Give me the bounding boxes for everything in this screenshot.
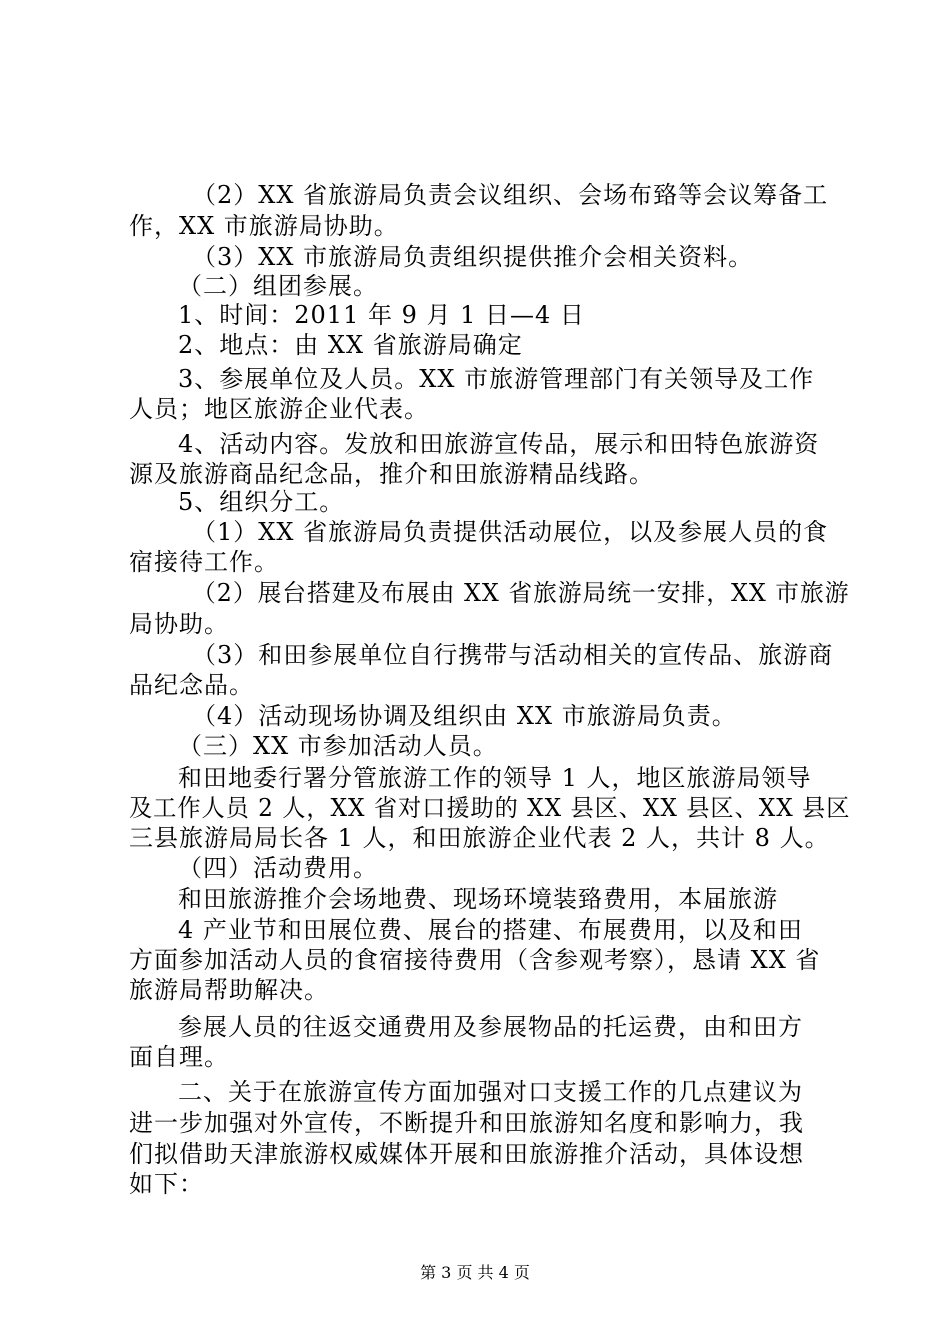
body-line: 5、组织分工。 [178,488,345,516]
body-line: 品纪念品。 [129,671,254,699]
body-line: 方面参加活动人员的食宿接待费用（含参观考察），恳请 XX 省 [129,946,821,974]
body-line: 4 产业节和田展位费、展台的搭建、布展费用，以及和田 [178,916,803,944]
section-heading: （三）XX 市参加活动人员。 [178,732,498,760]
body-line: 3、参展单位及人员。XX 市旅游管理部门有关领导及工作 [178,365,815,393]
body-line: 如下： [129,1170,204,1198]
section-heading: 二、关于在旅游宣传方面加强对口支援工作的几点建议为 [178,1078,803,1106]
section-heading: （二）组团参展。 [178,272,378,300]
body-line: 源及旅游商品纪念品，推介和田旅游精品线路。 [129,460,654,488]
body-line: 进一步加强对外宣传，不断提升和田旅游知名度和影响力，我 [129,1109,804,1137]
body-line: 面自理。 [129,1043,229,1071]
body-line: 宿接待工作。 [129,548,279,576]
section-heading: （四）活动费用。 [178,854,378,882]
body-line: 旅游局帮助解决。 [129,976,329,1004]
body-line: 人员；地区旅游企业代表。 [129,395,429,423]
body-line: （4）活动现场协调及组织由 XX 市旅游局负责。 [192,702,737,730]
body-line: 及工作人员 2 人，XX 省对口援助的 XX 县区、XX 县区、XX 县区 [129,794,851,822]
body-line: 局协助。 [129,610,229,638]
body-line: 和田地委行署分管旅游工作的领导 1 人，地区旅游局领导 [178,764,812,792]
body-line: 参展人员的往返交通费用及参展物品的托运费，由和田方 [178,1013,803,1041]
body-line: （3）XX 市旅游局负责组织提供推介会相关资料。 [192,243,754,271]
body-line: （1）XX 省旅游局负责提供活动展位，以及参展人员的食 [192,518,829,546]
body-line: 1、时间：2011 年 9 月 1 日—4 日 [178,301,585,329]
body-line: 三县旅游局局长各 1 人，和田旅游企业代表 2 人，共计 8 人。 [129,824,830,852]
body-line: 4、活动内容。发放和田旅游宣传品，展示和田特色旅游资 [178,430,820,458]
body-line: （3）和田参展单位自行携带与活动相关的宣传品、旅游商 [192,641,834,669]
body-line: 和田旅游推介会场地费、现场环境装臵费用，本届旅游 [178,885,778,913]
body-line: （2）XX 省旅游局负责会议组织、会场布臵等会议筹备工 [192,181,829,209]
page-number-footer: 第 3 页 共 4 页 [420,1263,530,1282]
body-line: 作，XX 市旅游局协助。 [129,212,399,240]
body-line: （2）展台搭建及布展由 XX 省旅游局统一安排，XX 市旅游 [192,579,850,607]
body-line: 们拟借助天津旅游权威媒体开展和田旅游推介活动，具体设想 [129,1140,804,1168]
body-line: 2、地点：由 XX 省旅游局确定 [178,331,523,359]
